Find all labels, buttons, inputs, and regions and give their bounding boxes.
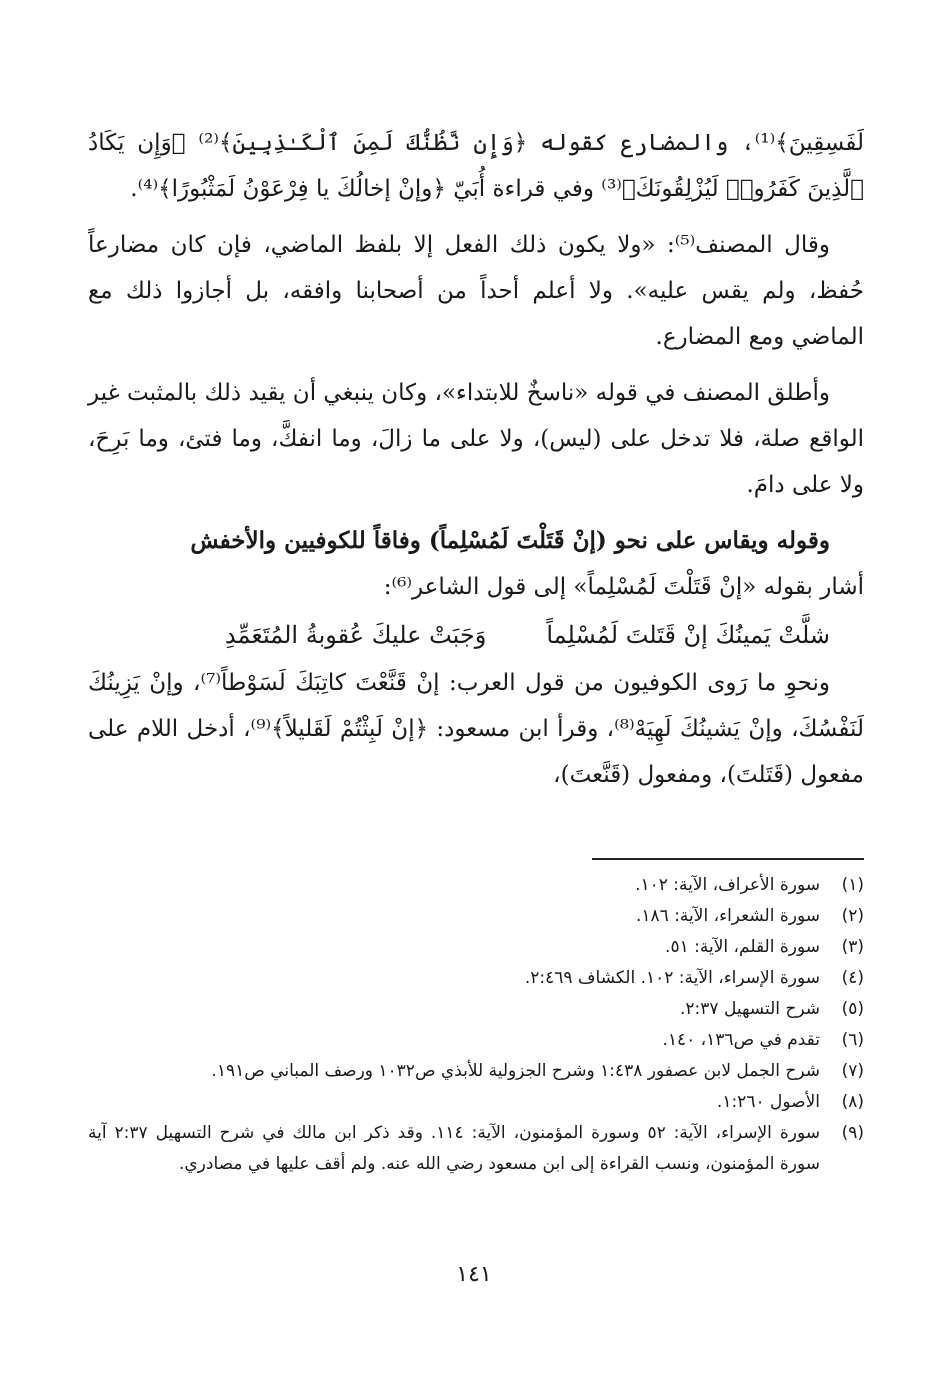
footnote-text: سورة الشعراء، الآية: ١٨٦.	[635, 906, 820, 926]
footnote-separator	[592, 858, 864, 860]
verse-first-hemistich: شلَّتْ يَمينُكَ إنْ قَتَلتَ لَمُسْلِماً	[546, 621, 830, 649]
footnote-number: (٧)	[841, 1061, 864, 1081]
footnote-number: (٨)	[841, 1092, 864, 1112]
footnote-text: شرح التسهيل ٢:٣٧.	[680, 999, 820, 1019]
verse-second-hemistich: وَجَبَتْ عليكَ عُقوبةُ المُتَعَمِّدِ	[224, 621, 487, 649]
footnote-item	[88, 1056, 864, 1087]
footnote-number: (٥)	[841, 999, 864, 1019]
paragraph-5: أشار بقوله «إنْ قَتَلْتَ لَمُسْلِماً» إلى قول الشاعر⁽⁶⁾:	[383, 574, 864, 600]
poetry-verse	[88, 612, 864, 658]
footnote-text: سورة الإسراء، الآية: ١٠٢. الكشاف ٢:٤٦٩.	[524, 968, 820, 988]
footnote-item	[88, 963, 864, 994]
page-number: ١٤١	[456, 1262, 492, 1287]
footnote-item	[88, 1118, 864, 1180]
paragraph-2: وقال المصنف⁽⁵⁾: «ولا يكون ذلك الفعل إلا بلفظ الماضي، فإن كان مضارعاً حُفظ، ولم يقس عليه». ولا أعلم أحداً من أصحابنا وافقه، بل أجازوا ذلك مع الماضي ومع المضارع.	[88, 232, 864, 350]
footnote-item	[88, 1025, 864, 1056]
paragraph-6: ونحوِ ما رَوى الكوفيون من قول العرب: إنْ قَنَّعْتَ كاتِبَكَ لَسَوْطاً⁽⁷⁾، وإنْ يَزِينُكَ لَنَفْسُكَ، وإنْ يَشينُكَ لَهِيَهْ⁽⁸⁾، وقرأ ابن مسعود: ﴿إنْ لَبِثْتُمْ لَقَليلاً﴾⁽⁹⁾، أدخل اللام على مفعول (قَتَلتَ)، ومفعول (قَنَّعتَ)،	[88, 670, 864, 788]
footnote-item	[88, 1087, 864, 1118]
footnote-number: (٢)	[841, 906, 864, 926]
footnotes	[88, 870, 864, 1180]
footnote-item	[88, 870, 864, 901]
footnote-text: تقدم في ص١٣٦، ١٤٠.	[662, 1030, 820, 1050]
footnote-number: (٦)	[841, 1030, 864, 1050]
main-text	[88, 120, 864, 808]
footnote-number: (٤)	[841, 968, 864, 988]
footnote-text: شرح الجمل لابن عصفور ١:٤٣٨ وشرح الجزولية للأبذي ص١٠٣٢ ورصف المباني ص١٩١.	[211, 1061, 820, 1081]
paragraph-3: وأطلق المصنف في قوله «ناسخٌ للابتداء»، وكان ينبغي أن يقيد ذلك بالمثبت غير الواقع صلة، فلا تدخل على (ليس)، ولا على ما زالَ، وما انفكَّ، وما فتئ، وما بَرِحَ، ولا على دامَ.	[88, 380, 864, 498]
footnote-text: الأصول ١:٢٦٠.	[716, 1092, 820, 1112]
footnote-item	[88, 901, 864, 932]
footnote-item	[88, 932, 864, 963]
footnote-number: (٩)	[841, 1123, 864, 1143]
footnote-text: سورة القلم، الآية: ٥١.	[665, 937, 820, 957]
footnote-number: (٣)	[841, 937, 864, 957]
paragraph-1: لَفَسِقِينَ﴾⁽¹⁾، والمضارع كقوله ﴿وَإِن نَّظُنُّكَ لَمِنَ ٱلْكَـٰذِبِينَ﴾⁽²⁾ ﴿وَإِن يَكَادُ ٱلَّذِينَ كَفَرُوا۟ لَيُزْلِقُونَكَ﴾⁽³⁾ وفي قراءة أُبَيّ ﴿وإنْ إخالُكَ يا فِرْعَوْنُ لَمَثْبُورًا﴾⁽⁴⁾.	[88, 130, 864, 202]
footnote-number: (١)	[841, 875, 864, 895]
paragraph-4-heading: وقوله ويقاس على نحو (إنْ قَتَلْتَ لَمُسْلِماً) وفاقاً للكوفيين والأخفش	[190, 527, 830, 554]
footnote-item	[88, 994, 864, 1025]
footnote-text: سورة الأعراف، الآية: ١٠٢.	[635, 875, 820, 895]
footnote-text: سورة الإسراء، الآية: ٥٢ وسورة المؤمنون، الآية: ١١٤. وقد ذكر ابن مالك في شرح التسهيل ٢:٣٧ آية سورة المؤمنون، ونسب القراءة إلى ابن مسعود رضي الله عنه. ولم أقف عليها في مصادري.	[88, 1123, 820, 1174]
